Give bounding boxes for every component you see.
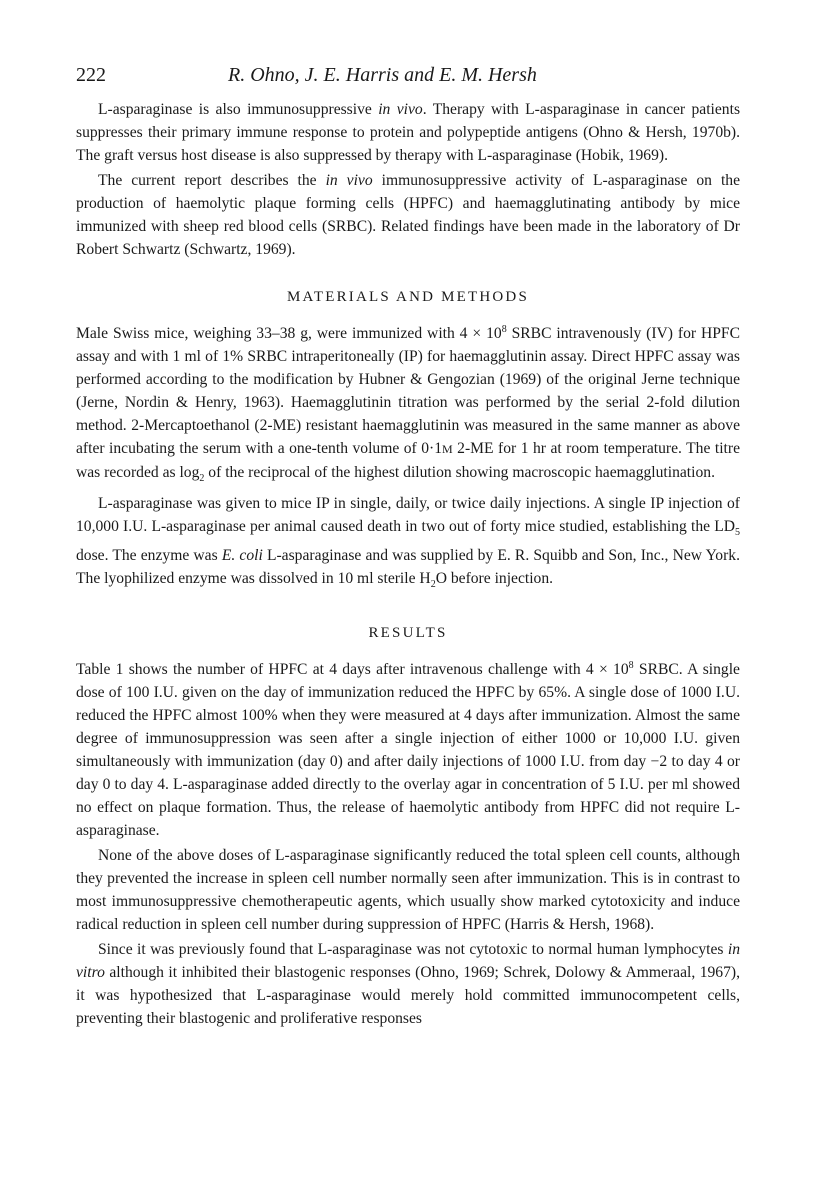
materials-methods-heading: MATERIALS AND METHODS (286, 289, 530, 305)
intro-paragraph-1: L-asparaginase is also immunosuppressive in vivo. Therapy with L-asparaginase in cancer patients suppresses their primary immune response to protein and polypeptide antigens (Ohno & Hersh, 1970b). The graft versus host disease is also suppressed by therapy with L-asparaginase (Hobik, 1969). (76, 101, 741, 164)
article-body (76, 98, 740, 1030)
materials-paragraph-1: Male Swiss mice, weighing 33–38 g, were immunized with $4 \times 10^8$ SRBC intravenously (IV) for HPFC assay and with 1 ml of 1% SRBC intraperitoneally (IP) for haemagglutinin assay. Direct HPFC assay was performed according to the modification by Hubner & Gengozian (1969) of the original Jerne technique (Jerne, Nordin & Henry, 1963). Haemagglutinin titration was performed by the serial 2-fold dilution method. 2-Mercaptoethanol (2-ME) resistant haemagglutinin was measured in the same manner as above after incubating the serum with a one-tenth volume of 0·1M 2-ME for 1 hr at room temperature. The titre was recorded as $\log_2$ of the reciprocal of the highest dilution showing macroscopic haemagglutination. (76, 324, 741, 485)
page-number: 222 (76, 64, 106, 86)
materials-paragraph-2: L-asparaginase was given to mice IP in single, daily, or twice daily injections. A single IP injection of 10,000 I.U. L-asparaginase per animal caused death in two out of forty mice studied, establishing the $LD_5$ dose. The enzyme was E. coli L-asparaginase and was supplied by E. R. Squibb and Son, Inc., New York. The lyophilized enzyme was dissolved in 10 ml sterile $H_2O$ before injection. (76, 495, 740, 591)
intro-paragraph-2: The current report describes the in vivo immunosuppressive activity of L-asparaginase on the production of haemolytic plaque forming cells (HPFC) and haemagglutinating antibody by mice immunized with sheep red blood cells (SRBC). Related findings have been made in the laboratory of Dr Robert Schwartz (Schwartz, 1969). (76, 172, 740, 258)
results-paragraph-2: None of the above doses of L-asparaginase significantly reduced the total spleen cell counts, although they prevented the increase in spleen cell number normally seen after immunization. This is in contrast to most immunosuppressive chemotherapeutic agents, which usually show marked cytotoxicity and induce radical reduction in spleen cell number during suppression of HPFC (Harris & Hersh, 1968). (76, 846, 740, 933)
results-paragraph-3: Since it was previously found that L-asparaginase was not cytotoxic to normal human lymphocytes in vitro although it inhibited their blastogenic responses (Ohno, 1969; Schrek, Dolowy & Ammeraal, 1967), it was hypothesized that L-asparaginase would merely hold committed immunocompetent cells, preventing their blastogenic and proliferative responses (76, 940, 740, 1027)
results-heading: RESULTS (368, 624, 448, 641)
running-head: R. Ohno, J. E. Harris and E. M. Hersh (228, 64, 537, 86)
page-header (76, 64, 740, 92)
results-paragraph-1: Table 1 shows the number of HPFC at 4 days after intravenous challenge with $4 \times 10^8$ SRBC. A single dose of 100 I.U. given on the day of immunization reduced the HPFC by 65%. A single dose of 1000 I.U. reduced the HPFC almost 100% when they were measured at 4 days after immunization. Almost the same degree of immunosuppression was seen after a single injection of either 1000 or 10,000 I.U. given simultaneously with immunization (day 0) and after daily injections of 1000 I.U. from day −2 to day 4 or day 0 to day 4. L-asparaginase added directly to the overlay agar in concentration of 5 I.U. per ml showed no effect on plaque formation. Thus, the release of haemolytic antibody from HPFC did not require L-asparaginase. (76, 659, 740, 839)
